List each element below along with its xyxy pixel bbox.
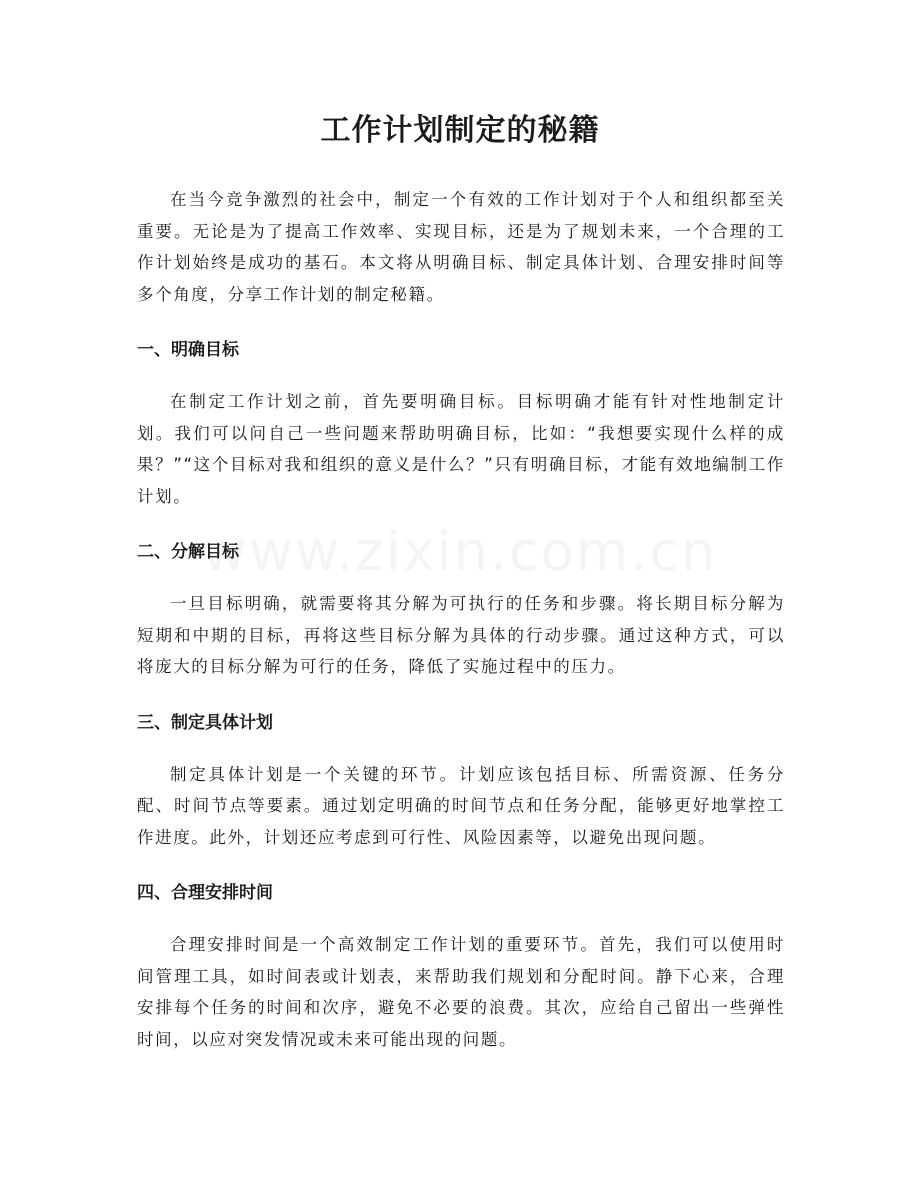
section-heading-3: 三、制定具体计划 — [137, 712, 273, 733]
intro-paragraph: 在当今竞争激烈的社会中，制定一个有效的工作计划对于个人和组织都至关重要。无论是为了提高工作效率、实现目标，还是为了规划未来，一个合理的工作计划始终是成功的基石。本文将从明确目标、制定具体计划、合理安排时间等多个角度，分享工作计划的制定秘籍。 — [137, 190, 785, 304]
section-paragraph-2: 一旦目标明确，就需要将其分解为可执行的任务和步骤。将长期目标分解为短期和中期的目标，再将这些目标分解为具体的行动步骤。通过这种方式，可以将庞大的目标分解为可行的任务，降低了实施过程中的压力。 — [137, 594, 785, 676]
section-heading-4: 四、合理安排时间 — [137, 883, 273, 903]
section-paragraph-3: 制定具体计划是一个关键的环节。计划应该包括目标、所需资源、任务分配、时间节点等要素。通过划定明确的时间节点和任务分配，能够更好地掌控工作进度。此外，计划还应考虑到可行性、风险因素等，以避免出现问题。 — [137, 764, 785, 847]
section-heading-1: 一、明确目标 — [137, 340, 239, 360]
section-heading-2: 二、分解目标 — [137, 542, 239, 562]
document-body — [137, 184, 785, 1055]
section-paragraph-4: 合理安排时间是一个高效制定工作计划的重要环节。首先，我们可以使用时间管理工具，如时间表或计划表，来帮助我们规划和分配时间。静下心来，合理安排每个任务的时间和次序，避免不必要的浪费。其次，应给自己留出一些弹性时间，以应对突发情况或未来可能出现的问题。 — [137, 935, 785, 1049]
section-paragraph-1: 在制定工作计划之前，首先要明确目标。目标明确才能有针对性地制定计划。我们可以问自己一些问题来帮助明确目标，比如：“我想要实现什么样的成果？”“这个目标对我和组织的意义是什么？”只有明确目标，才能有效地编制工作计划。 — [137, 392, 785, 506]
document-title: 工作计划制定的秘籍 — [320, 113, 600, 148]
